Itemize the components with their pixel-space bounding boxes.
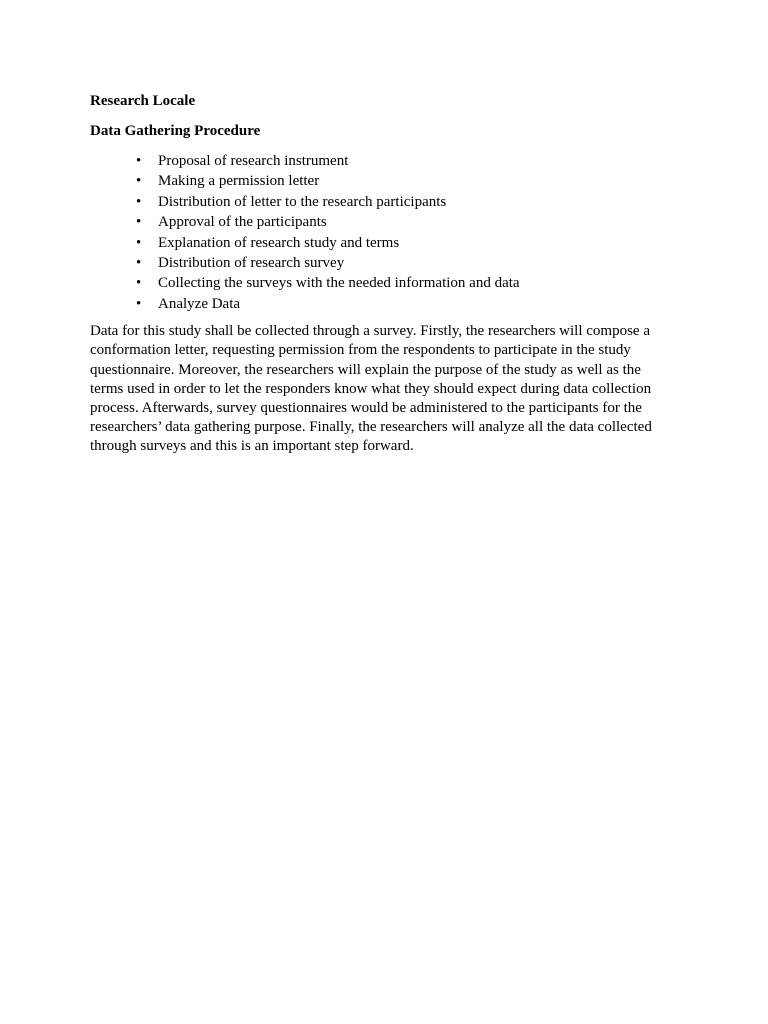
bullet-icon: •	[136, 214, 142, 231]
procedure-paragraph: Data for this study shall be collected through a survey. Firstly, the researchers will compose a conformation letter, requesting permission from the respondents to participate in the study questionnaire. Moreover, the researchers will explain the purpose of the study as well as the terms used in order to let the responders know what they should expect during data collection process. Afterwards, survey questionnaires would be administered to the participants for the researchers’ data gathering purpose. Finally, the researchers will analyze all the data collected through surveys and this is an important step forward.	[90, 323, 652, 455]
bullet-icon: •	[136, 255, 142, 272]
bullet-icon: •	[136, 193, 142, 210]
list-item	[136, 212, 670, 232]
list-item	[136, 294, 670, 314]
list-item-text: Approval of the participants	[158, 214, 327, 231]
list-item	[136, 171, 670, 191]
document-content	[90, 91, 670, 457]
list-item-text: Making a permission letter	[158, 173, 320, 190]
bullet-icon: •	[136, 153, 142, 169]
bullet-icon: •	[136, 234, 142, 251]
list-item	[136, 273, 670, 293]
list-item	[136, 151, 670, 171]
bullet-icon: •	[136, 173, 142, 190]
list-item-text: Proposal of research instrument	[158, 153, 349, 169]
list-item-text: Explanation of research study and terms	[158, 234, 400, 251]
list-item	[136, 192, 670, 212]
list-item-text: Collecting the surveys with the needed information and data	[158, 275, 520, 292]
bullet-icon: •	[136, 295, 142, 312]
heading-research-locale: Research Locale	[90, 93, 196, 109]
heading-data-gathering-procedure: Data Gathering Procedure	[90, 123, 261, 139]
procedure-steps-list	[90, 151, 670, 314]
bullet-icon: •	[136, 275, 142, 292]
list-item	[136, 253, 670, 273]
list-item-text: Analyze Data	[158, 295, 241, 312]
list-item-text: Distribution of research survey	[158, 255, 345, 272]
list-item-text: Distribution of letter to the research participants	[158, 193, 447, 210]
list-item	[136, 233, 670, 253]
